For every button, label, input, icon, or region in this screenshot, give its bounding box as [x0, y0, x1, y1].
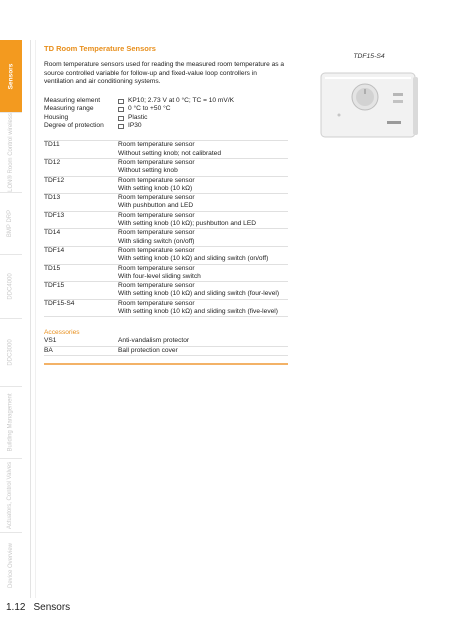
- page-number: 1.12: [6, 602, 26, 613]
- model-type: Room temperature sensor: [118, 264, 195, 272]
- spec-value: 0 °C to +50 °C: [128, 105, 171, 113]
- side-tab-label: Device Overview: [7, 542, 14, 588]
- model-row: [44, 247, 288, 265]
- product-label: TDF15-S4: [353, 53, 385, 60]
- spec-label: Measuring element: [44, 96, 101, 104]
- section-end-rule: [44, 363, 288, 365]
- product-figure: [296, 53, 442, 141]
- model-feature: Without setting knob; not calibrated: [118, 149, 221, 157]
- model-type: Room temperature sensor: [118, 229, 195, 237]
- spec-value: Plastic: [128, 113, 148, 121]
- model-code: TD12: [44, 159, 61, 166]
- accessories-title: Accessories: [44, 329, 80, 337]
- main-content: [44, 44, 288, 365]
- side-tab-label: Actuators, Control Valves: [7, 461, 14, 529]
- model-feature: With setting knob (10 kΩ); pushbutton and LED: [118, 220, 256, 228]
- divider: [35, 40, 36, 598]
- side-tab-label: DDC4000: [7, 272, 14, 300]
- model-type: Room temperature sensor: [118, 141, 195, 149]
- checkbox-bullet-icon: [118, 124, 124, 129]
- side-tab-label: BMP DRP: [7, 209, 14, 237]
- model-code: TDF15: [44, 282, 65, 290]
- model-feature: With pushbutton and LED: [118, 202, 194, 210]
- section-title: TD Room Temperature Sensors: [44, 44, 156, 53]
- side-tab-label: Sensors: [7, 63, 15, 89]
- spec-row: [44, 122, 288, 130]
- model-type: Room temperature sensor: [118, 194, 195, 202]
- spec-value: KP10; 2.73 V at 0 °C; TC = 10 mV/K: [128, 96, 235, 104]
- side-navigation: [0, 40, 22, 598]
- model-type: Room temperature sensor: [118, 282, 195, 290]
- model-code: TDF15-S4: [44, 299, 75, 307]
- side-tab-actuators[interactable]: [0, 458, 22, 533]
- side-tab-label: LON® Room Control wireless: [7, 112, 14, 192]
- model-code: TDF12: [44, 176, 65, 184]
- model-code: TD11: [44, 141, 60, 149]
- model-code: TDF14: [44, 246, 65, 254]
- side-tab-device-overview[interactable]: [0, 532, 22, 598]
- accessory-row: [44, 347, 288, 356]
- model-code: TD15: [44, 264, 61, 272]
- room-sensor-device-image: [317, 67, 421, 141]
- side-tab-building-management[interactable]: [0, 386, 22, 459]
- accessory-desc: Ball protection cover: [118, 346, 178, 354]
- divider: [30, 40, 31, 598]
- side-tab-ddc4000[interactable]: [0, 254, 22, 319]
- spec-row: [44, 97, 288, 105]
- accessory-row: [44, 337, 288, 346]
- model-row: [44, 265, 288, 283]
- accessory-code: BA: [44, 346, 53, 354]
- spec-label: Measuring range: [44, 105, 94, 113]
- side-tab-bmp-drp[interactable]: [0, 192, 22, 255]
- sensor-housing-icon: [317, 67, 421, 141]
- model-type: Room temperature sensor: [118, 176, 195, 184]
- spec-label: Housing: [44, 113, 69, 121]
- model-feature: With four-level sliding switch: [118, 272, 201, 280]
- accessory-code: VS1: [44, 337, 57, 345]
- model-feature: With setting knob (10 kΩ) and sliding switch (five-level): [118, 308, 278, 316]
- model-feature: With sliding switch (on/off): [118, 237, 195, 245]
- model-row: [44, 300, 288, 318]
- model-row: [44, 141, 288, 159]
- model-code: TDF13: [44, 211, 65, 219]
- model-row: [44, 177, 288, 195]
- side-tab-ddc3000[interactable]: [0, 318, 22, 387]
- page-footer: [6, 602, 70, 613]
- model-row: [44, 194, 288, 212]
- model-feature: With setting knob (10 kΩ): [118, 184, 193, 192]
- model-type: Room temperature sensor: [118, 299, 195, 307]
- spec-row: [44, 114, 288, 122]
- spec-list: [44, 97, 288, 131]
- checkbox-bullet-icon: [118, 107, 124, 112]
- model-type: Room temperature sensor: [118, 246, 195, 254]
- model-code: TD13: [44, 194, 61, 202]
- model-feature: With setting knob (10 kΩ) and sliding switch (four-level): [118, 290, 280, 298]
- model-row: [44, 212, 288, 230]
- model-type: Room temperature sensor: [118, 159, 195, 166]
- model-type: Room temperature sensor: [118, 211, 195, 219]
- model-feature: Without setting knob: [118, 167, 178, 175]
- side-tab-lon-room-control[interactable]: [0, 112, 22, 193]
- model-feature: With setting knob (10 kΩ) and sliding switch (on/off): [118, 255, 269, 263]
- model-row: [44, 229, 288, 247]
- model-row: [44, 282, 288, 300]
- footer-section: Sensors: [33, 602, 71, 613]
- model-code: TD14: [44, 229, 61, 237]
- side-tab-label: Building Management: [7, 392, 14, 452]
- accessory-desc: Anti-vandalism protector: [118, 337, 190, 345]
- side-tab-sensors[interactable]: [0, 40, 22, 113]
- checkbox-bullet-icon: [118, 116, 124, 121]
- checkbox-bullet-icon: [118, 99, 124, 104]
- spec-label: Degree of protection: [44, 122, 104, 129]
- model-table: [44, 140, 288, 317]
- spec-value: IP30: [128, 122, 142, 129]
- side-tab-label: DDC3000: [7, 338, 14, 366]
- spec-row: [44, 105, 288, 113]
- model-row: [44, 159, 288, 177]
- section-intro: Room temperature sensors used for reading the measured room temperature as a source controlled variable for follow-up and fixed-value loop controllers in ventilation and air conditioning systems.: [44, 61, 285, 86]
